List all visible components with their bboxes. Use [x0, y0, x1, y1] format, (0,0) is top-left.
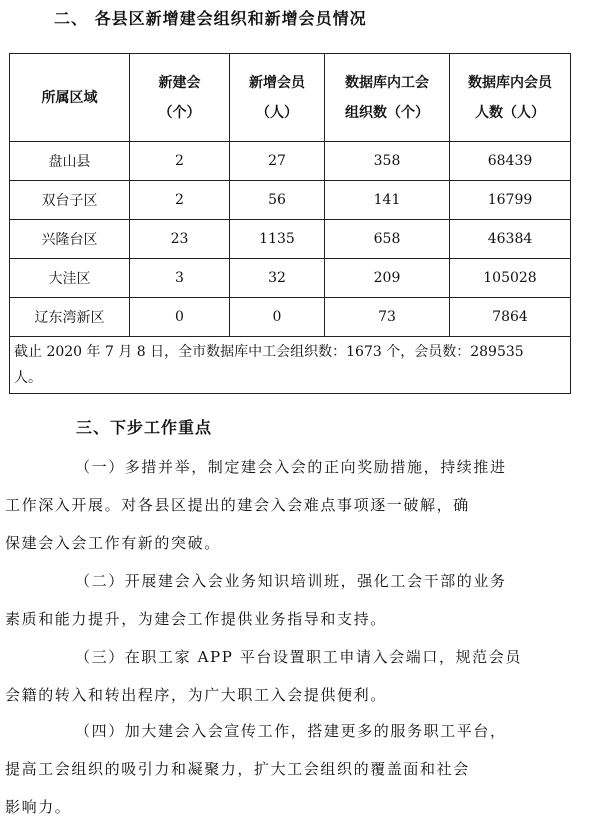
cell-new-members: 32	[230, 259, 325, 298]
table-row	[10, 259, 571, 298]
cell-db-orgs: 358	[325, 142, 450, 181]
header-db-members: 数据库内会员 人数（人）	[450, 54, 571, 142]
table-row	[10, 220, 571, 259]
paragraph-line: （二）开展建会入会业务知识培训班，强化工会干部的业务	[75, 572, 507, 590]
cell-new-orgs: 3	[130, 259, 230, 298]
paragraph-line: （一）多措并举，制定建会入会的正向奖励措施，持续推进	[75, 458, 507, 476]
cell-region: 辽东湾新区	[10, 298, 130, 337]
paragraph-1	[5, 448, 580, 562]
membership-table	[9, 53, 571, 394]
cell-new-orgs: 2	[130, 142, 230, 181]
cell-new-orgs: 0	[130, 298, 230, 337]
paragraph-line: （四）加大建会入会宣传工作，搭建更多的服务职工平台，	[75, 722, 507, 740]
cell-new-members: 56	[230, 181, 325, 220]
cell-region: 大洼区	[10, 259, 130, 298]
table-row	[10, 181, 571, 220]
table-row	[10, 142, 571, 181]
header-new-members: 新增会员 （人）	[230, 54, 325, 142]
section-heading-3: 三、下步工作重点	[76, 418, 213, 437]
paragraph-line: 影响力。	[5, 798, 72, 816]
cell-db-orgs: 658	[325, 220, 450, 259]
table-note: 截止 2020 年 7 月 8 日，全市数据库中工会组织数：1673 个，会员数：289535 人。	[10, 337, 571, 394]
header-db-orgs: 数据库内工会 组织数（个）	[325, 54, 450, 142]
cell-new-members: 27	[230, 142, 325, 181]
cell-db-orgs: 209	[325, 259, 450, 298]
cell-db-members: 46384	[450, 220, 571, 259]
paragraph-line: 会籍的转入和转出程序，为广大职工入会提供便利。	[5, 686, 387, 704]
cell-db-orgs: 141	[325, 181, 450, 220]
table-note-row	[10, 337, 571, 394]
cell-new-orgs: 23	[130, 220, 230, 259]
paragraph-line: 工作深入开展。对各县区提出的建会入会难点事项逐一破解，确	[5, 496, 470, 514]
header-region: 所属区域	[10, 54, 130, 142]
cell-new-members: 1135	[230, 220, 325, 259]
cell-db-members: 16799	[450, 181, 571, 220]
paragraph-3	[5, 638, 580, 714]
section-heading-2: 二、 各县区新增建会组织和新增会员情况	[54, 9, 367, 28]
paragraph-line: 保建会入会工作有新的突破。	[5, 534, 221, 552]
cell-db-members: 7864	[450, 298, 571, 337]
cell-region: 盘山县	[10, 142, 130, 181]
cell-region: 兴隆台区	[10, 220, 130, 259]
cell-region: 双台子区	[10, 181, 130, 220]
paragraph-2	[5, 562, 580, 638]
cell-db-members: 105028	[450, 259, 571, 298]
paragraph-4	[5, 712, 580, 826]
paragraph-line: 提高工会组织的吸引力和凝聚力，扩大工会组织的覆盖面和社会	[5, 760, 470, 778]
cell-db-orgs: 73	[325, 298, 450, 337]
table-row	[10, 298, 571, 337]
paragraph-line: 素质和能力提升，为建会工作提供业务指导和支持。	[5, 610, 387, 628]
header-new-orgs: 新建会 （个）	[130, 54, 230, 142]
paragraph-line: （三）在职工家 APP 平台设置职工申请入会端口，规范会员	[75, 648, 522, 666]
cell-db-members: 68439	[450, 142, 571, 181]
cell-new-orgs: 2	[130, 181, 230, 220]
cell-new-members: 0	[230, 298, 325, 337]
table-header-row	[10, 54, 571, 142]
